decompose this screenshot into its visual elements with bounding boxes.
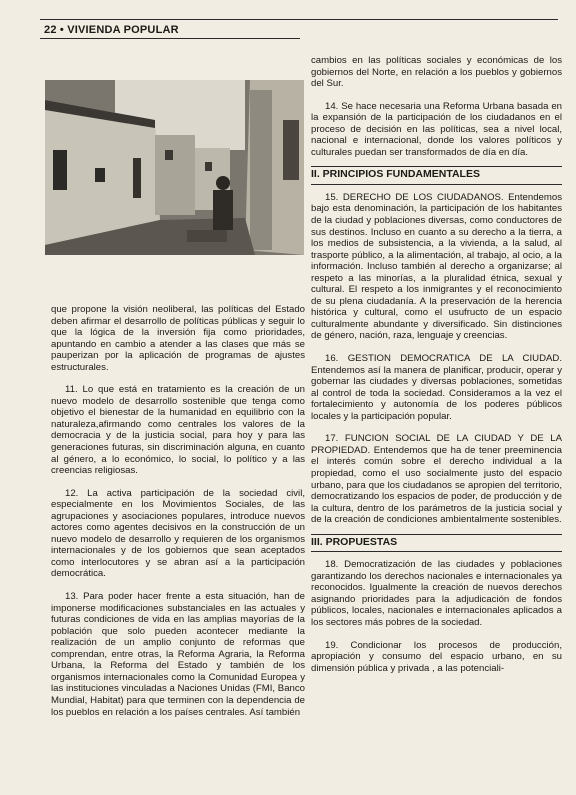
paragraph-11: 11. Lo que está en tratamiento es la creación de un nuevo modelo de desarrollo sostenible que tenga como objetivo el bienestar de la humanidad en equilibrio con la naturaleza,afirmando como centrales los valores de la democracia y de la justicia social, para hoy y para las generaciones futuras, sin discriminación alguna, en cuanto al género, a lo económico, lo social, lo político y a las creencias religiosas. — [51, 384, 305, 477]
paragraph-13: 13. Para poder hacer frente a esta situación, han de imponerse modificaciones substanciales en las actuales y futuras condiciones de vida en las amplias mayorías de la población que solo pueden acontecer mediante la realización de un amplio conjunto de reformas que comprendan, entre otras, la Reforma Agraria, la Reforma Urbana, la Reforma del Estado y también de los organismos internacionales como la Comunidad Europea y las instituciones vinculadas a Naciones Unidas (FMI, Banco Mundial, Habitat) para que terminen con la dependencia de los pueblos en relación a los países centrales. Así también — [51, 591, 305, 718]
section-heading-principios: II. PRINCIPIOS FUNDAMENTALES — [311, 166, 562, 185]
street-photo-image — [45, 80, 304, 255]
section-heading-propuestas: III. PROPUESTAS — [311, 534, 562, 553]
paragraph-12: 12. La activa participación de la sociedad civil, especialmente en los Movimientos Sociales, de las agrupaciones y asociaciones populares, introduce nuevos actores como agentes decisivos en la construcción de un nuevo modelo de desarrollo y requieren de los organismos internacionales y de los gobiernos que sean aceptados como interlocutores y se abran así a la participación democrática. — [51, 487, 305, 580]
paragraph-17: 17. FUNCION SOCIAL DE LA CIUDAD Y DE LA PROPIEDAD. Entendemos que ha de tener preeminencia el interés común sobre el derecho individual a la propiedad, como el uso socialmente justo del espacio urbano, para que los ciudadanos se apropien del territorio, democratizando los espacios de poder, de producción y de la cultura, dentro de los parámetros de la justicia social y de la creación de condiciones ambientalmente sostenibles. — [311, 433, 562, 526]
right-column — [311, 55, 562, 674]
street-photo — [45, 80, 304, 255]
paragraph-intro: que propone la visión neoliberal, las políticas del Estado deben afirmar el desarrollo de políticas públicas y seguir lo que la lógica de la inversión fija como prioridades, apuntando en cambio a atender a las clases que más se pauperizan por la aplicación de programas de ajustes estructurales. — [51, 304, 305, 373]
left-column — [51, 304, 305, 718]
paragraph-continuation: cambios en las políticas sociales y económicas de los gobiernos del Norte, en relación a los pueblos y gobiernos del Sur. — [311, 55, 562, 90]
paragraph-14: 14. Se hace necesaria una Reforma Urbana basada en la expansión de la participación de los ciudadanos en el proceso de decisión en las políticas, sea a nivel local, nacional e internacional, donde los valores políticos y culturales puedan ser transformados de día en día. — [311, 100, 562, 158]
paragraph-16: 16. GESTION DEMOCRATICA DE LA CIUDAD. Entendemos así la manera de planificar, producir, operar y gobernar las ciudades y diversas poblaciones, sometidas al control de toda la sociedad. Consideramos a la vez el fortalecimiento y autonomía de los poderes públicos locales y la participación popular. — [311, 353, 562, 422]
page-header: 22 • VIVIENDA POPULAR — [44, 24, 179, 36]
top-rule — [40, 19, 558, 20]
paragraph-19: 19. Condicionar los procesos de producción, apropiación y consumo del espacio urbano, en su dimensión pública y privada , a las potenciali- — [311, 639, 562, 674]
header-rule — [40, 38, 300, 39]
paragraph-15: 15. DERECHO DE LOS CIUDADANOS. Entendemos bajo esta denominación, la participación de los habitantes de la ciudad y poblaciones diversas, como conductores de sus destinos. Incluso en cuanto a su derecho a la tierra, a los medios de subsistencia, a la vivienda, a la salud, al trasporte público, a la alimentación, al trabajo, al ocio, a la información. Incluso también al derecho a organizarse; al respeto a las minorías, a la pluralidad étnica, sexual y cultural. El respeto a los inmigrantes y el reconocimiento de su plena ciudadanía. A la preservación de la herencia histórica y cultural, como el usufructo de un espacio culturalmente abundante y diversificado. Sin distinciones de género, nación, raza, lenguaje y creencias. — [311, 191, 562, 342]
paragraph-18: 18. Democratización de las ciudades y poblaciones garantizando los derechos nacionales e internacionales ya reconocidos. Igualmente la creación de nuevos derechos asignando prioridades para la adjudicación de fondos públicos, locales, nacionales e internacionales aplicados a los sectores más pobres de la sociedad. — [311, 559, 562, 628]
